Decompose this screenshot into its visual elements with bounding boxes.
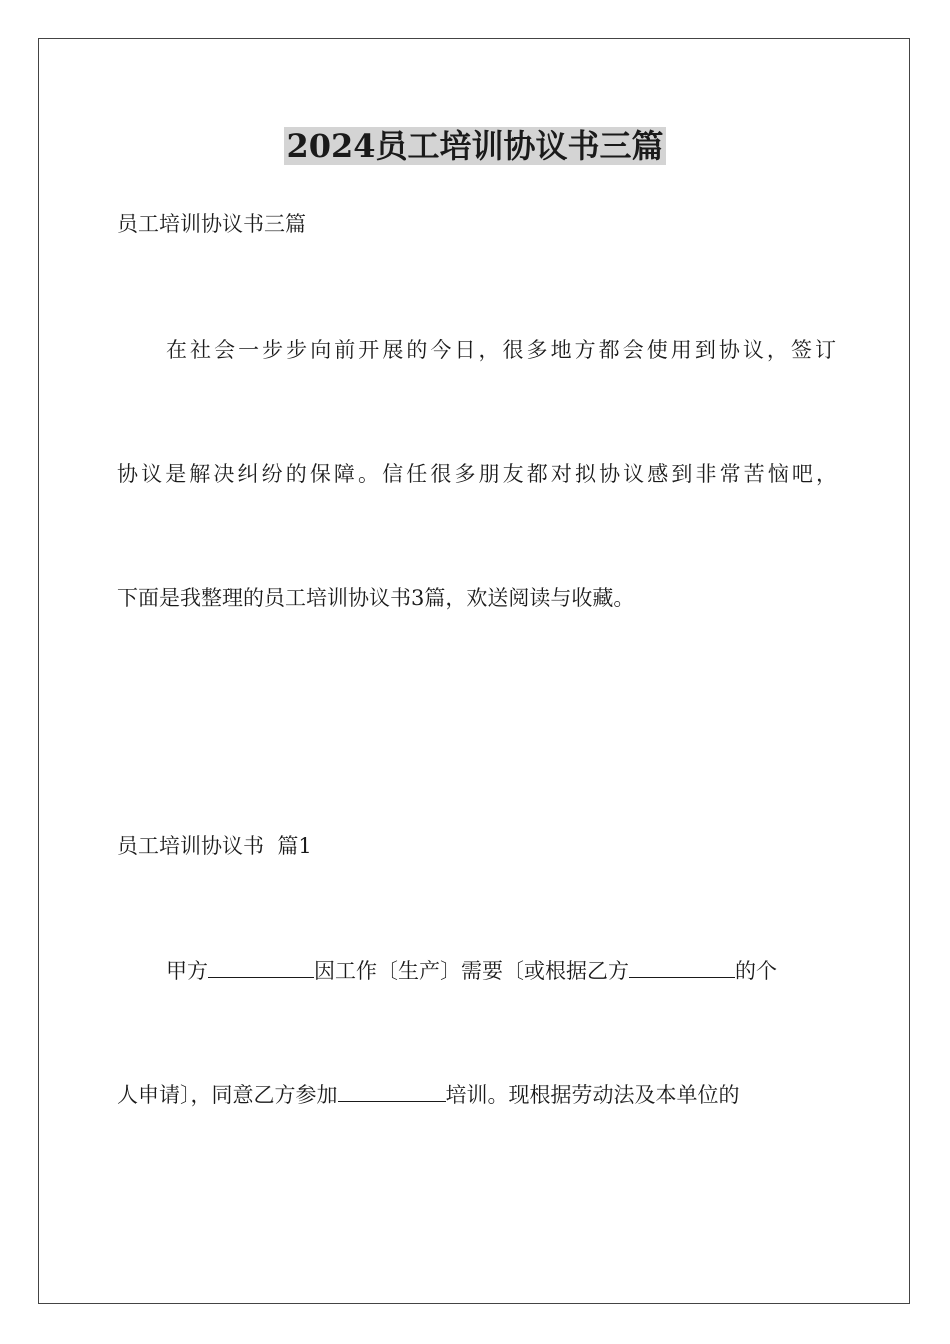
body-line-2-end: 培训。现根据劳动法及本单位的 [445, 1083, 740, 1107]
intro-line-3: 下面是我整理的员工培训协议书3篇，欢送阅读与收藏。 [117, 586, 635, 610]
intro-line-2: 协议是解决纠纷的保障。信任很多朋友都对拟协议感到非常苦恼吧， [117, 462, 837, 486]
intro-line-1: 在社会一步步向前开展的今日，很多地方都会使用到协议，签订 [166, 338, 836, 362]
party-b-blank [629, 955, 735, 978]
body-line-1 [166, 955, 836, 986]
body-line-2-start: 人申请〕，同意乙方参加 [117, 1083, 338, 1107]
body-line-1-end: 的个 [735, 959, 777, 983]
section-heading: 员工培训协议书 篇1 [117, 834, 312, 858]
body-line-1-middle: 因工作〔生产〕需要〔或根据乙方 [314, 959, 629, 983]
party-a-blank [208, 955, 314, 978]
party-a-label: 甲方 [166, 959, 208, 983]
document-subtitle: 员工培训协议书三篇 [117, 212, 306, 236]
title-highlight: 2024员工培训协议书三篇 [286, 127, 664, 165]
body-line-2 [117, 1079, 837, 1110]
training-blank [338, 1079, 446, 1102]
document-title [0, 124, 950, 168]
